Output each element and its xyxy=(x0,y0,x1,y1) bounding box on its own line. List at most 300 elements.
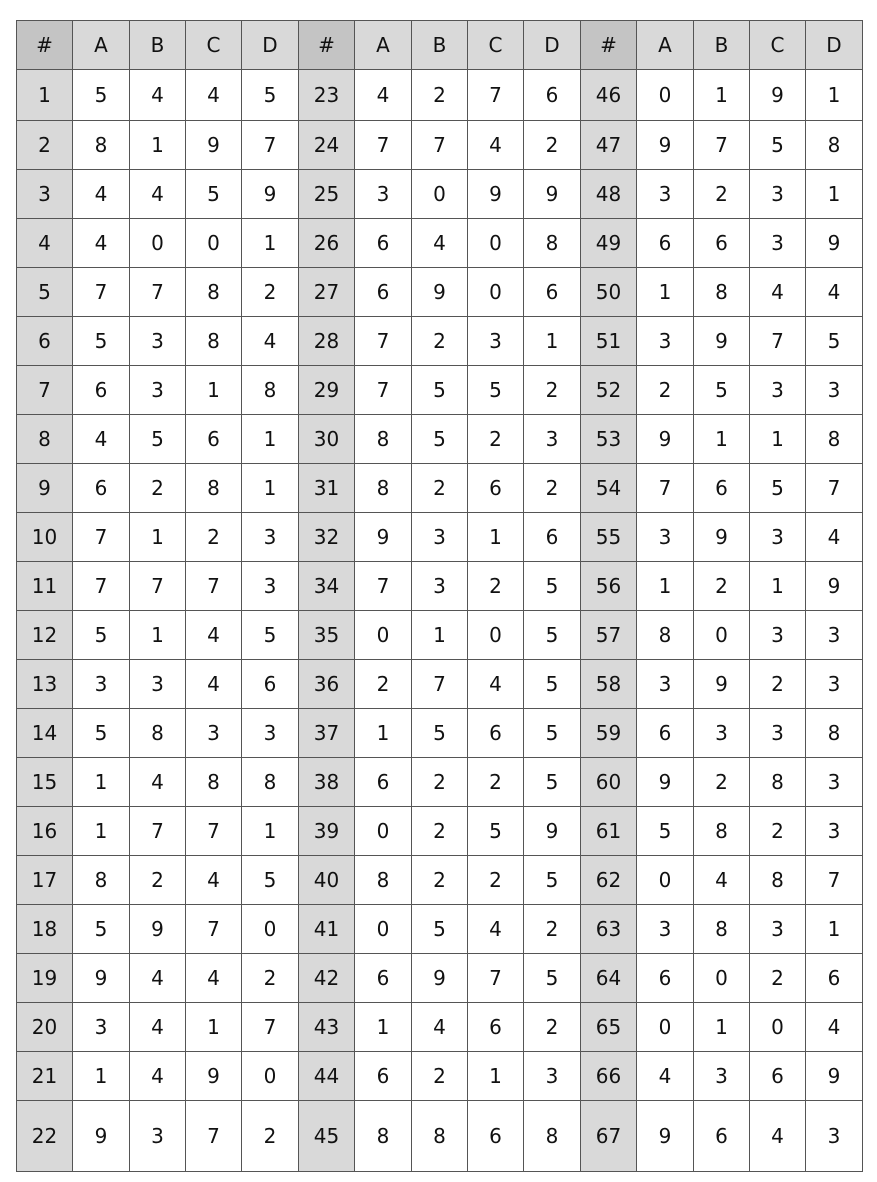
answer-cell-d: 1 xyxy=(524,317,581,366)
answer-cell-d: 5 xyxy=(242,611,299,660)
answer-cell-a: 6 xyxy=(73,366,130,415)
answer-cell-b: 8 xyxy=(694,905,750,954)
answer-cell-a: 4 xyxy=(637,1052,694,1101)
answer-cell-b: 4 xyxy=(130,758,186,807)
answer-grid xyxy=(16,20,863,1172)
answer-cell-d: 3 xyxy=(806,758,863,807)
question-number-cell: 25 xyxy=(299,170,355,219)
answer-cell-c: 1 xyxy=(468,1052,524,1101)
answer-cell-a: 0 xyxy=(637,1003,694,1052)
question-number-cell: 11 xyxy=(17,562,73,611)
answer-cell-d: 2 xyxy=(524,464,581,513)
answer-cell-d: 3 xyxy=(806,807,863,856)
question-number-cell: 55 xyxy=(581,513,637,562)
answer-cell-d: 6 xyxy=(806,954,863,1003)
answer-cell-a: 6 xyxy=(355,1052,412,1101)
answer-cell-a: 1 xyxy=(637,268,694,317)
answer-cell-d: 1 xyxy=(806,70,863,121)
question-number-cell: 44 xyxy=(299,1052,355,1101)
question-number-cell: 3 xyxy=(17,170,73,219)
answer-cell-b: 1 xyxy=(130,611,186,660)
answer-cell-a: 3 xyxy=(73,1003,130,1052)
answer-cell-b: 4 xyxy=(130,1003,186,1052)
answer-cell-a: 7 xyxy=(355,121,412,170)
answer-cell-b: 4 xyxy=(130,954,186,1003)
answer-cell-d: 6 xyxy=(524,513,581,562)
answer-cell-a: 6 xyxy=(355,268,412,317)
table-row xyxy=(17,464,863,513)
answer-cell-a: 5 xyxy=(73,317,130,366)
answer-cell-a: 2 xyxy=(637,366,694,415)
header-a-group-2: A xyxy=(355,21,412,70)
answer-cell-c: 0 xyxy=(186,219,242,268)
question-number-cell: 29 xyxy=(299,366,355,415)
header-number-group-1: # xyxy=(17,21,73,70)
answer-cell-d: 4 xyxy=(242,317,299,366)
question-number-cell: 40 xyxy=(299,856,355,905)
question-number-cell: 31 xyxy=(299,464,355,513)
question-number-cell: 34 xyxy=(299,562,355,611)
answer-cell-b: 0 xyxy=(694,954,750,1003)
answer-cell-b: 5 xyxy=(694,366,750,415)
answer-cell-b: 4 xyxy=(412,219,468,268)
answer-cell-b: 7 xyxy=(412,121,468,170)
answer-cell-c: 2 xyxy=(186,513,242,562)
answer-cell-c: 7 xyxy=(468,70,524,121)
answer-cell-d: 5 xyxy=(806,317,863,366)
answer-cell-c: 7 xyxy=(186,807,242,856)
answer-cell-b: 9 xyxy=(694,513,750,562)
answer-cell-c: 9 xyxy=(468,170,524,219)
answer-cell-a: 7 xyxy=(73,513,130,562)
answer-cell-c: 4 xyxy=(468,660,524,709)
answer-cell-c: 6 xyxy=(468,1003,524,1052)
answer-cell-c: 6 xyxy=(468,709,524,758)
question-number-cell: 58 xyxy=(581,660,637,709)
answer-cell-d: 9 xyxy=(806,1052,863,1101)
header-d-group-1: D xyxy=(242,21,299,70)
answer-cell-b: 2 xyxy=(694,170,750,219)
answer-cell-a: 3 xyxy=(73,660,130,709)
table-row xyxy=(17,1052,863,1101)
answer-cell-a: 1 xyxy=(355,1003,412,1052)
question-number-cell: 20 xyxy=(17,1003,73,1052)
answer-cell-c: 2 xyxy=(750,660,806,709)
answer-cell-c: 3 xyxy=(186,709,242,758)
answer-cell-b: 4 xyxy=(130,1052,186,1101)
question-number-cell: 66 xyxy=(581,1052,637,1101)
answer-cell-b: 2 xyxy=(130,856,186,905)
answer-cell-a: 1 xyxy=(73,1052,130,1101)
question-number-cell: 45 xyxy=(299,1101,355,1172)
answer-cell-c: 2 xyxy=(468,415,524,464)
question-number-cell: 38 xyxy=(299,758,355,807)
answer-cell-a: 9 xyxy=(637,415,694,464)
answer-cell-c: 9 xyxy=(750,70,806,121)
answer-cell-d: 3 xyxy=(242,513,299,562)
question-number-cell: 43 xyxy=(299,1003,355,1052)
table-row xyxy=(17,807,863,856)
answer-cell-c: 3 xyxy=(750,905,806,954)
answer-cell-b: 2 xyxy=(130,464,186,513)
answer-cell-a: 0 xyxy=(637,856,694,905)
table-row xyxy=(17,660,863,709)
question-number-cell: 6 xyxy=(17,317,73,366)
question-number-cell: 21 xyxy=(17,1052,73,1101)
answer-cell-c: 8 xyxy=(186,268,242,317)
answer-cell-a: 5 xyxy=(73,709,130,758)
question-number-cell: 1 xyxy=(17,70,73,121)
question-number-cell: 56 xyxy=(581,562,637,611)
question-number-cell: 61 xyxy=(581,807,637,856)
table-row xyxy=(17,268,863,317)
answer-cell-d: 0 xyxy=(242,905,299,954)
answer-cell-c: 0 xyxy=(468,219,524,268)
header-d-group-3: D xyxy=(806,21,863,70)
table-row xyxy=(17,905,863,954)
answer-cell-a: 7 xyxy=(73,268,130,317)
answer-cell-c: 4 xyxy=(750,268,806,317)
answer-cell-a: 7 xyxy=(355,366,412,415)
answer-cell-d: 3 xyxy=(806,611,863,660)
answer-cell-b: 3 xyxy=(130,366,186,415)
answer-cell-c: 0 xyxy=(750,1003,806,1052)
answer-cell-d: 5 xyxy=(242,70,299,121)
answer-cell-d: 1 xyxy=(242,415,299,464)
answer-cell-b: 5 xyxy=(412,415,468,464)
answer-cell-c: 3 xyxy=(750,709,806,758)
answer-cell-b: 7 xyxy=(130,807,186,856)
answer-cell-b: 4 xyxy=(694,856,750,905)
header-b-group-1: B xyxy=(130,21,186,70)
answer-cell-d: 2 xyxy=(524,1003,581,1052)
answer-cell-b: 0 xyxy=(412,170,468,219)
answer-cell-c: 8 xyxy=(186,317,242,366)
answer-cell-d: 5 xyxy=(524,758,581,807)
answer-cell-a: 7 xyxy=(73,562,130,611)
answer-cell-c: 3 xyxy=(750,219,806,268)
answer-cell-c: 7 xyxy=(468,954,524,1003)
answer-cell-a: 9 xyxy=(637,758,694,807)
answer-cell-a: 8 xyxy=(355,1101,412,1172)
answer-cell-d: 1 xyxy=(242,464,299,513)
question-number-cell: 18 xyxy=(17,905,73,954)
answer-cell-a: 4 xyxy=(73,170,130,219)
header-number-group-3: # xyxy=(581,21,637,70)
answer-cell-d: 3 xyxy=(806,1101,863,1172)
answer-cell-c: 4 xyxy=(186,70,242,121)
question-number-cell: 12 xyxy=(17,611,73,660)
answer-cell-a: 9 xyxy=(73,954,130,1003)
answer-cell-d: 2 xyxy=(524,121,581,170)
answer-cell-b: 6 xyxy=(694,1101,750,1172)
question-number-cell: 60 xyxy=(581,758,637,807)
answer-cell-b: 2 xyxy=(694,562,750,611)
answer-cell-a: 0 xyxy=(355,807,412,856)
header-b-group-3: B xyxy=(694,21,750,70)
answer-cell-d: 8 xyxy=(524,219,581,268)
table-row xyxy=(17,1101,863,1172)
answer-cell-b: 3 xyxy=(694,709,750,758)
question-number-cell: 53 xyxy=(581,415,637,464)
header-a-group-1: A xyxy=(73,21,130,70)
answer-cell-c: 1 xyxy=(186,1003,242,1052)
answer-cell-a: 5 xyxy=(73,611,130,660)
answer-cell-c: 9 xyxy=(186,1052,242,1101)
answer-cell-c: 1 xyxy=(750,562,806,611)
table-row xyxy=(17,70,863,121)
question-number-cell: 54 xyxy=(581,464,637,513)
question-number-cell: 30 xyxy=(299,415,355,464)
answer-cell-d: 8 xyxy=(806,121,863,170)
answer-cell-c: 3 xyxy=(468,317,524,366)
answer-cell-a: 8 xyxy=(355,464,412,513)
question-number-cell: 47 xyxy=(581,121,637,170)
answer-cell-d: 4 xyxy=(806,1003,863,1052)
answer-cell-d: 3 xyxy=(242,562,299,611)
answer-cell-a: 1 xyxy=(637,562,694,611)
answer-cell-d: 3 xyxy=(524,1052,581,1101)
answer-cell-d: 7 xyxy=(806,464,863,513)
answer-cell-d: 6 xyxy=(524,70,581,121)
answer-cell-c: 3 xyxy=(750,170,806,219)
table-row xyxy=(17,758,863,807)
answer-cell-b: 2 xyxy=(412,856,468,905)
answer-cell-a: 1 xyxy=(73,807,130,856)
answer-cell-c: 8 xyxy=(186,464,242,513)
answer-cell-d: 4 xyxy=(806,513,863,562)
answer-cell-d: 2 xyxy=(524,905,581,954)
answer-cell-a: 8 xyxy=(355,415,412,464)
answer-cell-d: 2 xyxy=(242,268,299,317)
answer-cell-a: 6 xyxy=(355,954,412,1003)
question-number-cell: 51 xyxy=(581,317,637,366)
answer-cell-b: 7 xyxy=(130,562,186,611)
question-number-cell: 28 xyxy=(299,317,355,366)
answer-cell-b: 0 xyxy=(130,219,186,268)
answer-cell-c: 4 xyxy=(186,856,242,905)
question-number-cell: 36 xyxy=(299,660,355,709)
table-row xyxy=(17,856,863,905)
answer-cell-b: 7 xyxy=(412,660,468,709)
answer-cell-d: 1 xyxy=(242,807,299,856)
answer-cell-d: 7 xyxy=(242,121,299,170)
answer-cell-b: 2 xyxy=(412,317,468,366)
answer-cell-b: 3 xyxy=(412,562,468,611)
header-b-group-2: B xyxy=(412,21,468,70)
answer-cell-a: 5 xyxy=(637,807,694,856)
answer-cell-c: 7 xyxy=(750,317,806,366)
answer-cell-a: 6 xyxy=(73,464,130,513)
question-number-cell: 8 xyxy=(17,415,73,464)
answer-cell-a: 5 xyxy=(73,905,130,954)
answer-cell-d: 1 xyxy=(806,905,863,954)
header-row xyxy=(17,21,863,70)
answer-cell-c: 4 xyxy=(186,954,242,1003)
question-number-cell: 7 xyxy=(17,366,73,415)
answer-table xyxy=(16,20,863,1172)
question-number-cell: 64 xyxy=(581,954,637,1003)
answer-cell-b: 2 xyxy=(412,70,468,121)
answer-cell-b: 5 xyxy=(130,415,186,464)
answer-cell-a: 0 xyxy=(355,611,412,660)
table-row xyxy=(17,121,863,170)
table-row xyxy=(17,317,863,366)
answer-cell-a: 7 xyxy=(355,562,412,611)
table-row xyxy=(17,562,863,611)
answer-cell-d: 9 xyxy=(524,170,581,219)
header-d-group-2: D xyxy=(524,21,581,70)
answer-cell-c: 4 xyxy=(186,660,242,709)
answer-cell-c: 6 xyxy=(750,1052,806,1101)
answer-cell-b: 9 xyxy=(412,268,468,317)
answer-cell-d: 8 xyxy=(242,366,299,415)
header-c-group-3: C xyxy=(750,21,806,70)
answer-cell-d: 7 xyxy=(806,856,863,905)
answer-cell-b: 2 xyxy=(412,1052,468,1101)
answer-cell-a: 2 xyxy=(355,660,412,709)
header-number-group-2: # xyxy=(299,21,355,70)
question-number-cell: 42 xyxy=(299,954,355,1003)
question-number-cell: 35 xyxy=(299,611,355,660)
answer-cell-a: 3 xyxy=(355,170,412,219)
question-number-cell: 23 xyxy=(299,70,355,121)
table-row xyxy=(17,1003,863,1052)
answer-cell-b: 4 xyxy=(412,1003,468,1052)
answer-cell-d: 0 xyxy=(242,1052,299,1101)
answer-cell-d: 3 xyxy=(242,709,299,758)
question-number-cell: 50 xyxy=(581,268,637,317)
answer-cell-b: 4 xyxy=(130,170,186,219)
answer-cell-b: 6 xyxy=(694,464,750,513)
question-number-cell: 15 xyxy=(17,758,73,807)
answer-cell-c: 3 xyxy=(750,611,806,660)
answer-cell-d: 5 xyxy=(524,856,581,905)
answer-cell-c: 8 xyxy=(750,856,806,905)
answer-cell-a: 3 xyxy=(637,513,694,562)
answer-cell-c: 5 xyxy=(750,464,806,513)
answer-cell-c: 4 xyxy=(750,1101,806,1172)
answer-cell-c: 7 xyxy=(186,1101,242,1172)
answer-cell-d: 9 xyxy=(524,807,581,856)
table-row xyxy=(17,170,863,219)
answer-cell-c: 1 xyxy=(186,366,242,415)
answer-cell-d: 2 xyxy=(242,1101,299,1172)
answer-cell-d: 9 xyxy=(806,219,863,268)
question-number-cell: 48 xyxy=(581,170,637,219)
answer-cell-b: 1 xyxy=(694,1003,750,1052)
question-number-cell: 13 xyxy=(17,660,73,709)
answer-cell-b: 3 xyxy=(412,513,468,562)
answer-cell-a: 8 xyxy=(73,856,130,905)
answer-cell-c: 4 xyxy=(468,121,524,170)
answer-cell-d: 1 xyxy=(806,170,863,219)
answer-cell-c: 6 xyxy=(468,464,524,513)
answer-cell-a: 3 xyxy=(637,660,694,709)
answer-cell-c: 4 xyxy=(186,611,242,660)
table-row xyxy=(17,709,863,758)
answer-cell-c: 8 xyxy=(750,758,806,807)
answer-cell-a: 3 xyxy=(637,170,694,219)
answer-cell-d: 8 xyxy=(806,709,863,758)
answer-cell-a: 6 xyxy=(637,954,694,1003)
answer-cell-c: 8 xyxy=(186,758,242,807)
answer-cell-c: 7 xyxy=(186,562,242,611)
answer-cell-d: 6 xyxy=(524,268,581,317)
answer-cell-c: 9 xyxy=(186,121,242,170)
answer-cell-c: 5 xyxy=(468,807,524,856)
question-number-cell: 32 xyxy=(299,513,355,562)
answer-cell-a: 8 xyxy=(355,856,412,905)
question-number-cell: 63 xyxy=(581,905,637,954)
answer-cell-a: 4 xyxy=(73,415,130,464)
answer-cell-a: 1 xyxy=(355,709,412,758)
question-number-cell: 24 xyxy=(299,121,355,170)
question-number-cell: 49 xyxy=(581,219,637,268)
question-number-cell: 41 xyxy=(299,905,355,954)
answer-cell-a: 9 xyxy=(637,121,694,170)
answer-cell-b: 9 xyxy=(130,905,186,954)
answer-cell-c: 3 xyxy=(750,513,806,562)
answer-cell-b: 3 xyxy=(694,1052,750,1101)
header-a-group-3: A xyxy=(637,21,694,70)
question-number-cell: 5 xyxy=(17,268,73,317)
answer-cell-b: 4 xyxy=(130,70,186,121)
answer-cell-c: 2 xyxy=(750,807,806,856)
answer-cell-b: 0 xyxy=(694,611,750,660)
table-row xyxy=(17,415,863,464)
question-number-cell: 37 xyxy=(299,709,355,758)
answer-cell-a: 3 xyxy=(637,317,694,366)
question-number-cell: 14 xyxy=(17,709,73,758)
answer-cell-b: 1 xyxy=(130,513,186,562)
answer-cell-c: 0 xyxy=(468,268,524,317)
answer-cell-d: 5 xyxy=(524,562,581,611)
answer-cell-c: 4 xyxy=(468,905,524,954)
answer-cell-c: 5 xyxy=(750,121,806,170)
answer-cell-c: 1 xyxy=(750,415,806,464)
answer-cell-d: 2 xyxy=(242,954,299,1003)
answer-cell-a: 7 xyxy=(355,317,412,366)
answer-cell-b: 9 xyxy=(694,660,750,709)
answer-cell-a: 0 xyxy=(637,70,694,121)
answer-cell-d: 3 xyxy=(806,366,863,415)
answer-cell-d: 2 xyxy=(524,366,581,415)
answer-cell-c: 6 xyxy=(186,415,242,464)
answer-cell-d: 5 xyxy=(524,660,581,709)
answer-cell-b: 8 xyxy=(694,268,750,317)
answer-cell-b: 2 xyxy=(412,807,468,856)
answer-cell-c: 6 xyxy=(468,1101,524,1172)
answer-cell-b: 1 xyxy=(130,121,186,170)
question-number-cell: 16 xyxy=(17,807,73,856)
answer-cell-d: 6 xyxy=(242,660,299,709)
header-c-group-2: C xyxy=(468,21,524,70)
question-number-cell: 52 xyxy=(581,366,637,415)
answer-cell-a: 8 xyxy=(637,611,694,660)
answer-cell-c: 0 xyxy=(468,611,524,660)
answer-cell-b: 1 xyxy=(412,611,468,660)
answer-cell-b: 2 xyxy=(412,464,468,513)
answer-cell-a: 4 xyxy=(73,219,130,268)
answer-cell-b: 8 xyxy=(694,807,750,856)
table-row xyxy=(17,366,863,415)
answer-cell-a: 8 xyxy=(73,121,130,170)
answer-cell-a: 3 xyxy=(637,905,694,954)
question-number-cell: 59 xyxy=(581,709,637,758)
answer-cell-d: 9 xyxy=(806,562,863,611)
answer-cell-d: 9 xyxy=(242,170,299,219)
